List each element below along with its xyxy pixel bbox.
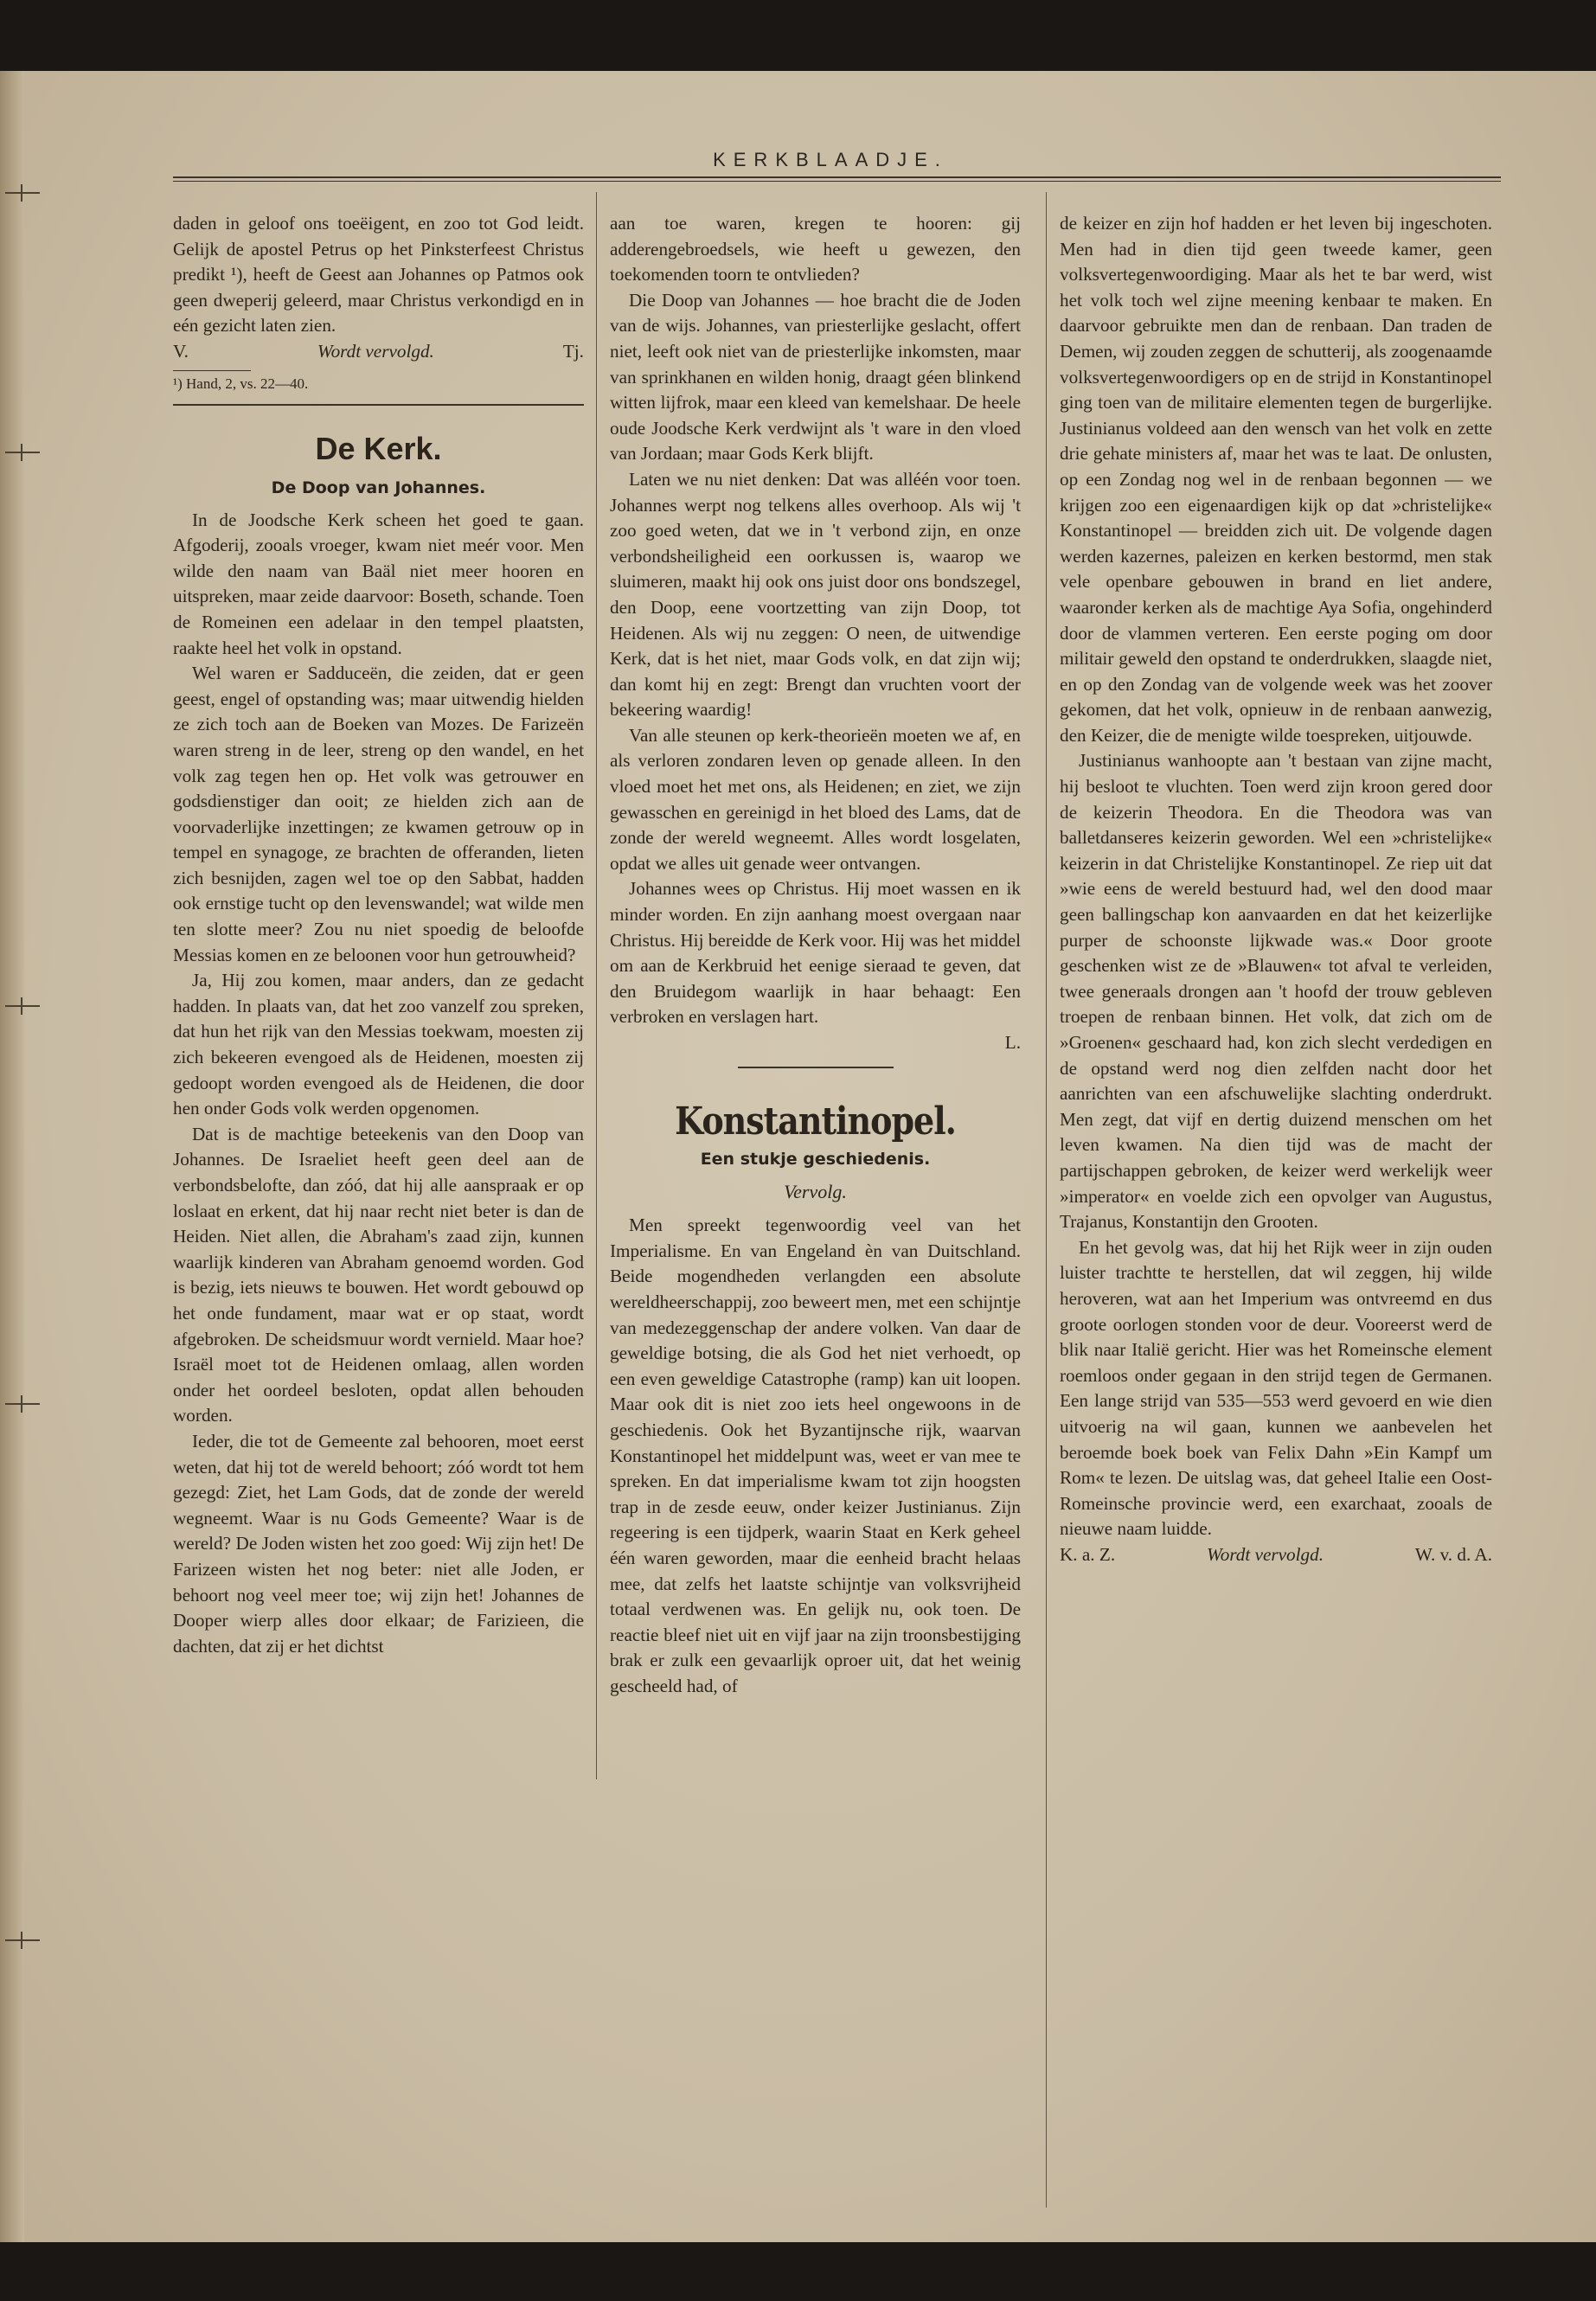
article-subheading: Een stukje geschiedenis. (700, 1149, 931, 1169)
paragraph: Laten we nu niet denken: Dat was alléén voor toen. Johannes werpt nog telkens alles overhoop. Als wij 't zoo goed weten, dat we in 't verbond zijn, en onze verbondsheiligheid een oorkussen is, waarop we sluimeren, maakt hij ook ons juist door ons bondszegel, den Doop, eene voortzetting van zijn Doop, tot Heidenen. Als wij nu zeggen: O neen, de uitwendige Kerk, dat is het niet, maar Gods volk, en dat zijn wij; dan komt hij en zegt: Brengt dan vruchten voort der bekeering waardig! (610, 468, 1021, 721)
continued-label: Vervolg. (784, 1180, 847, 1202)
registration-mark (5, 192, 40, 194)
signature-right: Tj. (562, 340, 584, 362)
binding-edge (0, 71, 24, 2242)
header-rule (173, 176, 1501, 182)
signature-left: V. (173, 340, 189, 362)
signature-line (173, 339, 584, 365)
continued-note: Wordt vervolgd. (317, 340, 434, 362)
paragraph: Ieder, die tot de Gemeente zal behooren, moet eerst weten, dat hij tot de wereld behoort; zóó wordt tot hem gezegd: Ziet, het Lam Gods, dat de zonde der wereld wegneemt. Waar is nu Gods Gemeente? Waar is de wereld? De Joden wisten het zoo goed: Wij zijn het! De Farizeen wisten het nog beter: niet alle Joden, er behoort nog veel meer toe; wij zijn het! Johannes de Dooper wierp alles door elkaar; de Farizieen, die dachten, dat zij er het dichtst (173, 1430, 584, 1657)
paragraph: Men spreekt tegenwoordig veel van het Imperialisme. En van Engeland èn van Duitschland. Beide mogendheden verlangden een absolute wereldheerschappij, zoo beweert men, met een schijntje van medezeggenschap der andere volken. Van daar de geweldige botsing, die als God het niet verhoedt, op een even geweldige Catastrophe (ramp) kan uit loopen. Maar ook dit is niet zoo iets heel ongewoons in de geschiedenis. Ook het Byzantijnsche rijk, waarvan Konstantinopel het middelpunt was, weet er van mee te spreken. En dat imperialisme kwam tot zijn hoogsten trap in de zesde eeuw, onder keizer Justinianus. Zijn regeering is een tijdperk, waarin Staat en Kerk geheel één waren geworden, maar die eenheid bracht helaas mee, dat zelfs het laatste schijntje van volksvrijheid totaal verdwenen was. En gelijk nu, ook toen. De reactie bleef niet uit en vijf jaar na zijn troonsbestijging brak er zulk een gevaarlijk oproer uit, dat het weinig gescheeld had, of (610, 1215, 1021, 1696)
masthead: KERKBLAADJE. (713, 149, 948, 170)
scanned-page (0, 71, 1596, 2242)
registration-mark (5, 1403, 40, 1405)
article-heading: De Kerk. (315, 430, 442, 466)
registration-mark (5, 452, 40, 453)
article-heading: Konstantinopel. (675, 1098, 956, 1143)
column-divider (596, 192, 597, 1779)
registration-mark (5, 1005, 40, 1007)
paragraph: Justinianus wanhoopte aan 't bestaan van zijne macht, hij besloot te vluchten. Toen werd zijn kroon gered door de keizerin Theodora. En die Theodora was van balletdanseres keizerin geworden. Wel een »christelijke« keizerin in dat Christelijke Konstantinopel. Ze riep uit dat »wie eens de wereld bestuurd had, wel den dood maar geen ballingschap kon aanvaarden en dat het keizerlijke purper de schoonste lijkwade was.« Door groote geschenken wist ze de »Blauwen« tot afval te verleiden, twee generaals drongen aan 't hoofd der trouw gebleven troepen de renbaan binnen. Het volk, dat zich om de »Groenen« geschaard had, kon zich slecht verdedigen en de opstand werd nog dien zelfden nacht door het aanrichten van een afschuwelijke slachting onderdrukt. Men zegt, dat vijf en dertig duizend menschen om het leven kwamen. Na dien tijd was de macht der partijschappen gebroken, de keizer werd werkelijk weer »imperator« en voelde zich een opvolger van Augustus, Trajanus, Konstantijn den Grooten. (1060, 750, 1492, 1233)
paragraph: Dat is de machtige beteekenis van den Doop van Johannes. De Israeliet heeft geen deel aan de verbondsbelofte, dan zóó, dat hij alle aanspraak er op loslaat en erkent, dat hij naar recht niet beter is dan de Heiden. Niet allen, die Abraham's zaad zijn, kunnen waarlijk kinderen van Abraham genoemd worden. God is bezig, iets nieuws te bouwen. Het wordt gebouwd op het onde fundament, maar wat er op staat, wordt afgebroken. De scheidsmuur wordt vernield. Maar hoe? Israël moet tot de Heidenen omlaag, allen worden onder het oordeel besloten, opdat allen behouden worden. (173, 1123, 584, 1426)
paragraph: Johannes wees op Christus. Hij moet wassen en ik minder worden. En zijn aanhang moest overgaan naar Christus. Hij bereidde de Kerk voor. Hij was het middel om aan de Kerkbruid het eenige sieraad te geven, dat den Bruidegom waarlijk in haar behaagt: Een verbroken en verslagen hart. (610, 878, 1021, 1028)
column-divider (1046, 192, 1047, 2208)
paragraph: daden in geloof ons toeëigent, en zoo tot God leidt. Gelijk de apostel Petrus op het Pinksterfeest Christus predikt ¹), heeft de Geest aan Johannes op Patmos ook geen dweperij geleerd, maar Christus verkondigd en in eén gezicht laten zien. (173, 213, 584, 336)
footnote-rule (173, 370, 251, 371)
paragraph: Wel waren er Sadduceën, die zeiden, dat er geen geest, engel of opstanding was; maar uitwendig hielden ze zich toch aan de Boeken van Mozes. De Farizeën waren streng in de leer, streng op den wandel, en het volk zag tegen hen op. Het volk was getrouwer en godsdienstiger dan ooit; ze hielden zich aan de voorvaderlijke inzettingen; ze kwamen getrouw op in tempel en synagoge, ze brachten de offeranden, lieten zich besnijden, zagen wel toe op den Sabbat, hadden ook ernstige tucht op den levenswandel; wat wilde men ten slotte meer? Zou nu niet spoedig de beloofde Messias komen en ze beloonen voor hun getrouwheid? (173, 663, 584, 965)
paragraph: In de Joodsche Kerk scheen het goed te gaan. Afgoderij, zooals vroeger, kwam niet meér voor. Men wilde den naam van Baäl niet meer hooren en uitspreken, maar zeide daarvoor: Boseth, schande. Toen de Romeinen een adelaar in den tempel plaatsten, raakte heel het volk in opstand. (173, 509, 584, 658)
paragraph: Van alle steunen op kerk-theorieën moeten we af, en als verloren zondaren leven op genade alleen. In den vloed moet het met ons, als Heidenen; en ziet, we zijn gewasschen en gereinigd in het bloed des Lams, dat de zonde der wereld wegneemt. Alles wordt losgelaten, opdat we alles uit genade weer ontvangen. (610, 724, 1021, 874)
signature-right: W. v. d. A. (1414, 1543, 1492, 1565)
signature-right: L. (1004, 1032, 1021, 1053)
paragraph: de keizer en zijn hof hadden er het leven bij ingeschoten. Men had in dien tijd geen tweede kamer, geen volksvertegenwoordiging. Maar als het te bar werd, wist het volk toch wel zijne meening kenbaar te maken. En daarvoor gebruikte men dan de renbaan. Dan traden de Demen, wij zouden zeggen de schutterij, als zoogenaamde volksvertegenwoordigers op en de strijd in Konstantinopel ging toen van de militaire elementen tegen de burgerlijke. Justinianus voldeed aan den wensch van het volk en zette drie gehate ministers af, maar het was te laat. De onlusten, op een Zondag nog wel in de renbaan begonnen — we krijgen zoo een eigenaardigen kijk op dat »christelijke« Konstantinopel — breidden zich uit. De volgende dagen werden kazernes, paleizen en kerken bestormd, men stak vele openbare gebouwen in brand en liet andere, waaronder kerken als de machtige Aya Sofia, ongehinderd door de vlammen verteren. Een eerste poging om door militair geweld den opstand te onderdrukken, slaagde niet, en op den Zondag van de volgende week was het zoover gekomen, dat het volk, opnieuw in de renbaan aanwezig, den Keizer, die de menigte wilde toespreken, uitjouwde. (1060, 213, 1492, 746)
paragraph: Die Doop van Johannes — hoe bracht die de Joden van de wijs. Johannes, van priesterlijke geslacht, offert niet, leeft ook niet van de priesterlijke inkomsten, maar van sprinkhanen en wilden honig, draagt géen blinkend witten lijfrok, maar een kleed van kemelshaar. De heele oude Joodsche Kerk verdwijnt als 't ware in den vloed van Jordaan; maar Gods Kerk blijft. (610, 289, 1021, 465)
footnote: ¹) Hand, 2, vs. 22—40. (173, 375, 309, 392)
article-subheading: De Doop van Johannes. (271, 478, 486, 497)
paragraph: En het gevolg was, dat hij het Rijk weer in zijn ouden luister trachtte te herstellen, dat wil zeggen, hij wilde heroveren, wat aan het Imperium was ontvreemd en dus groote oorlogen stonden voor de deur. Vooreerst werd de blik naar Italië gericht. Hier was het Romeinsche element roemloos onder gegaan in den strijd tegen de Germanen. Een lange strijd van 535—553 werd gevoerd en wie dien uitvoerig na wil gaan, kunnen we aanbevelen het beroemde boek boek van Felix Dahn »Ein Kampf um Rom« te lezen. De uitslag was, dat geheel Italie een Oost-Romeinsche provincie werd, een exarchaat, zooals de nieuwe naam luidde. (1060, 1236, 1492, 1540)
newspaper-page (160, 71, 1501, 2242)
column-3 (1060, 211, 1492, 1567)
continued-note: Wordt vervolgd. (1207, 1543, 1324, 1565)
paragraph: aan toe waren, kregen te hooren: gij adderengebroedsels, wie heeft u gewezen, den toekomenden toorn te ontvlieden? (610, 213, 1021, 285)
signature-line (610, 1030, 1021, 1056)
signature-left: K. a. Z. (1060, 1543, 1116, 1565)
column-2 (610, 211, 1021, 1699)
paragraph: Ja, Hij zou komen, maar anders, dan ze gedacht hadden. In plaats van, dat het zoo vanzelf zou spreken, dat hun het rijk van den Messias toekwam, moesten zij zich bekeeren evengoed als de Heidenen, moesten zij gedoopt worden evengoed als de Heidenen, die door hen onder Gods volk werden opgenomen. (173, 970, 584, 1119)
signature-line (1060, 1542, 1492, 1568)
section-rule (738, 1067, 894, 1068)
column-1 (173, 211, 584, 1659)
section-rule (173, 404, 584, 406)
registration-mark (5, 1939, 40, 1941)
